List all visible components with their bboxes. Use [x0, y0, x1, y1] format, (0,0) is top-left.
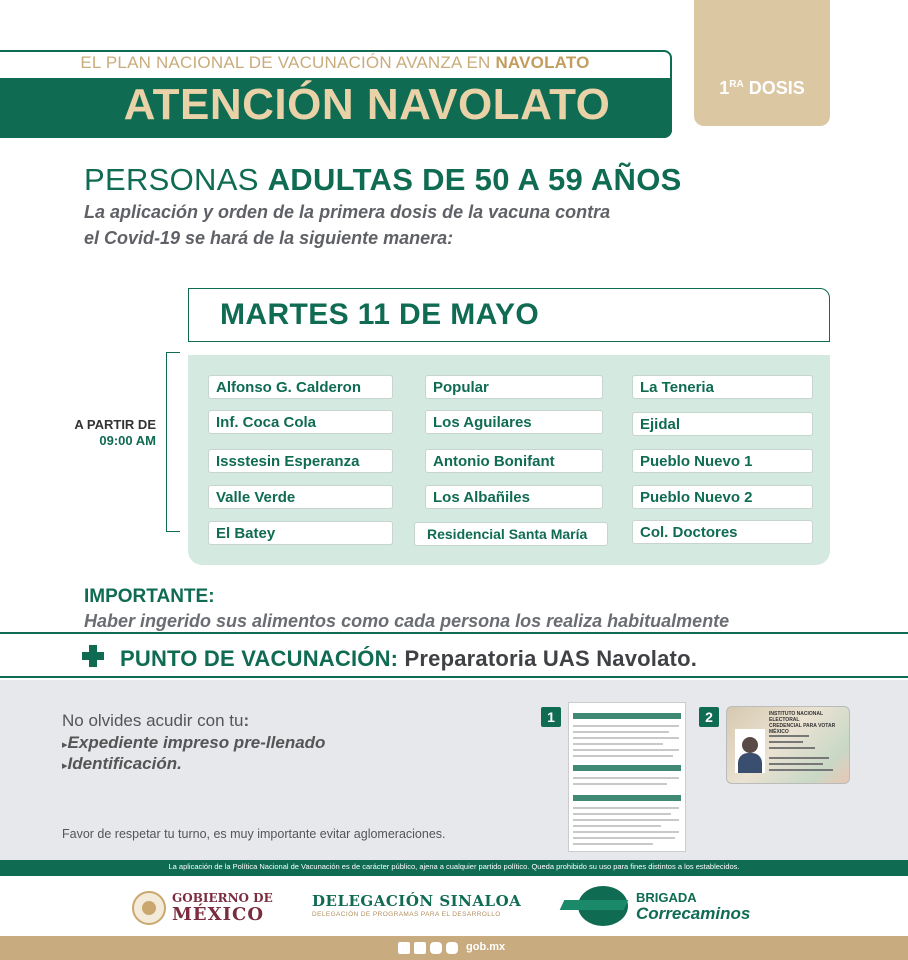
brigade-line2: Correcaminos	[636, 904, 751, 923]
disclaimer-text: La aplicación de la Política Nacional de Vacunación es de carácter público, ajena a cualquier partido político. Queda prohibido su uso para fines distintos a los establecidos.	[168, 862, 740, 871]
instagram-icon[interactable]	[430, 942, 442, 954]
colony-chip: Pueblo Nuevo 2	[632, 485, 813, 509]
vaccination-point: PUNTO DE VACUNACIÓN: Preparatoria UAS Navolato.	[120, 646, 698, 671]
start-time: 09:00 AM	[99, 433, 156, 448]
id-card-image: INSTITUTO NACIONAL ELECTORAL CREDENCIAL PARA VOTAR MÉXICO	[726, 706, 850, 784]
reminder-intro: No olvides acudir con tu:	[62, 711, 250, 730]
colony-chip: Alfonso G. Calderon	[208, 375, 393, 399]
plus-icon	[82, 645, 104, 667]
vaccination-place: Preparatoria UAS Navolato.	[404, 646, 698, 671]
triangle-icon: ▸	[62, 760, 68, 772]
colony-chip: La Teneria	[632, 375, 813, 399]
colony-chip: Los Albañiles	[425, 485, 603, 509]
day-title: MARTES 11 DE MAYO	[220, 298, 540, 331]
start-time-label: A PARTIR DE 09:00 AM	[30, 417, 156, 449]
youtube-icon[interactable]	[446, 942, 458, 954]
colony-chip: Residencial Santa María	[414, 522, 608, 546]
badge-number: 2	[699, 707, 719, 727]
time-bracket	[166, 352, 180, 532]
twitter-icon[interactable]	[414, 942, 426, 954]
colony-chip: Issstesin Esperanza	[208, 449, 393, 473]
audience-line-1: La aplicación y orden de la primera dosis de la vacuna contra	[84, 202, 611, 222]
dose-label: $1^{RA}$ DOSIS	[719, 78, 805, 98]
page-title: ATENCIÓN NAVOLATO	[123, 80, 611, 129]
reminder-item: ▸Expediente impreso pre-llenado	[62, 733, 326, 752]
colony-chip: Antonio Bonifant	[425, 449, 603, 473]
gobierno-logo-line2: MÉXICO	[172, 904, 265, 925]
gobierno-logo-line1: GOBIERNO DE	[172, 891, 273, 905]
colony-chip: El Batey	[208, 521, 393, 545]
delegation-logo: DELEGACIÓN SINALOA	[312, 892, 522, 910]
mexico-seal-icon	[132, 891, 166, 925]
audience-title: PERSONAS ADULTAS DE 50 A 59 AÑOS	[84, 162, 682, 197]
brigade-wing-icon	[560, 900, 629, 910]
website-link[interactable]: gob.mx	[466, 941, 506, 953]
audience-line-2: el Covid-19 se hará de la siguiente manera:	[84, 228, 454, 248]
reminder-item: ▸Identificación.	[62, 754, 182, 773]
facebook-icon[interactable]	[398, 942, 410, 954]
header-subtitle: EL PLAN NACIONAL DE VACUNACIÓN AVANZA EN NAVOLATO	[80, 53, 590, 72]
colony-chip: Popular	[425, 375, 603, 399]
colony-chip: Col. Doctores	[632, 520, 813, 544]
form-document-image	[568, 702, 686, 852]
important-title: IMPORTANTE:	[84, 586, 215, 607]
colony-chip: Inf. Coca Cola	[208, 410, 393, 434]
colony-chip: Valle Verde	[208, 485, 393, 509]
colony-chip: Ejidal	[632, 412, 813, 436]
badge-number: 1	[541, 707, 561, 727]
colony-chip: Los Aguilares	[425, 410, 603, 434]
reminder-note: Favor de respetar tu turno, es muy importante evitar aglomeraciones.	[62, 827, 446, 841]
triangle-icon: ▸	[62, 739, 68, 751]
brigade-line1: BRIGADA	[636, 890, 697, 905]
important-text: Haber ingerido sus alimentos como cada persona los realiza habitualmente	[84, 611, 730, 631]
delegation-subtitle: DELEGACIÓN DE PROGRAMAS PARA EL DESARROLLO	[312, 911, 501, 918]
colony-chip: Pueblo Nuevo 1	[632, 449, 813, 473]
